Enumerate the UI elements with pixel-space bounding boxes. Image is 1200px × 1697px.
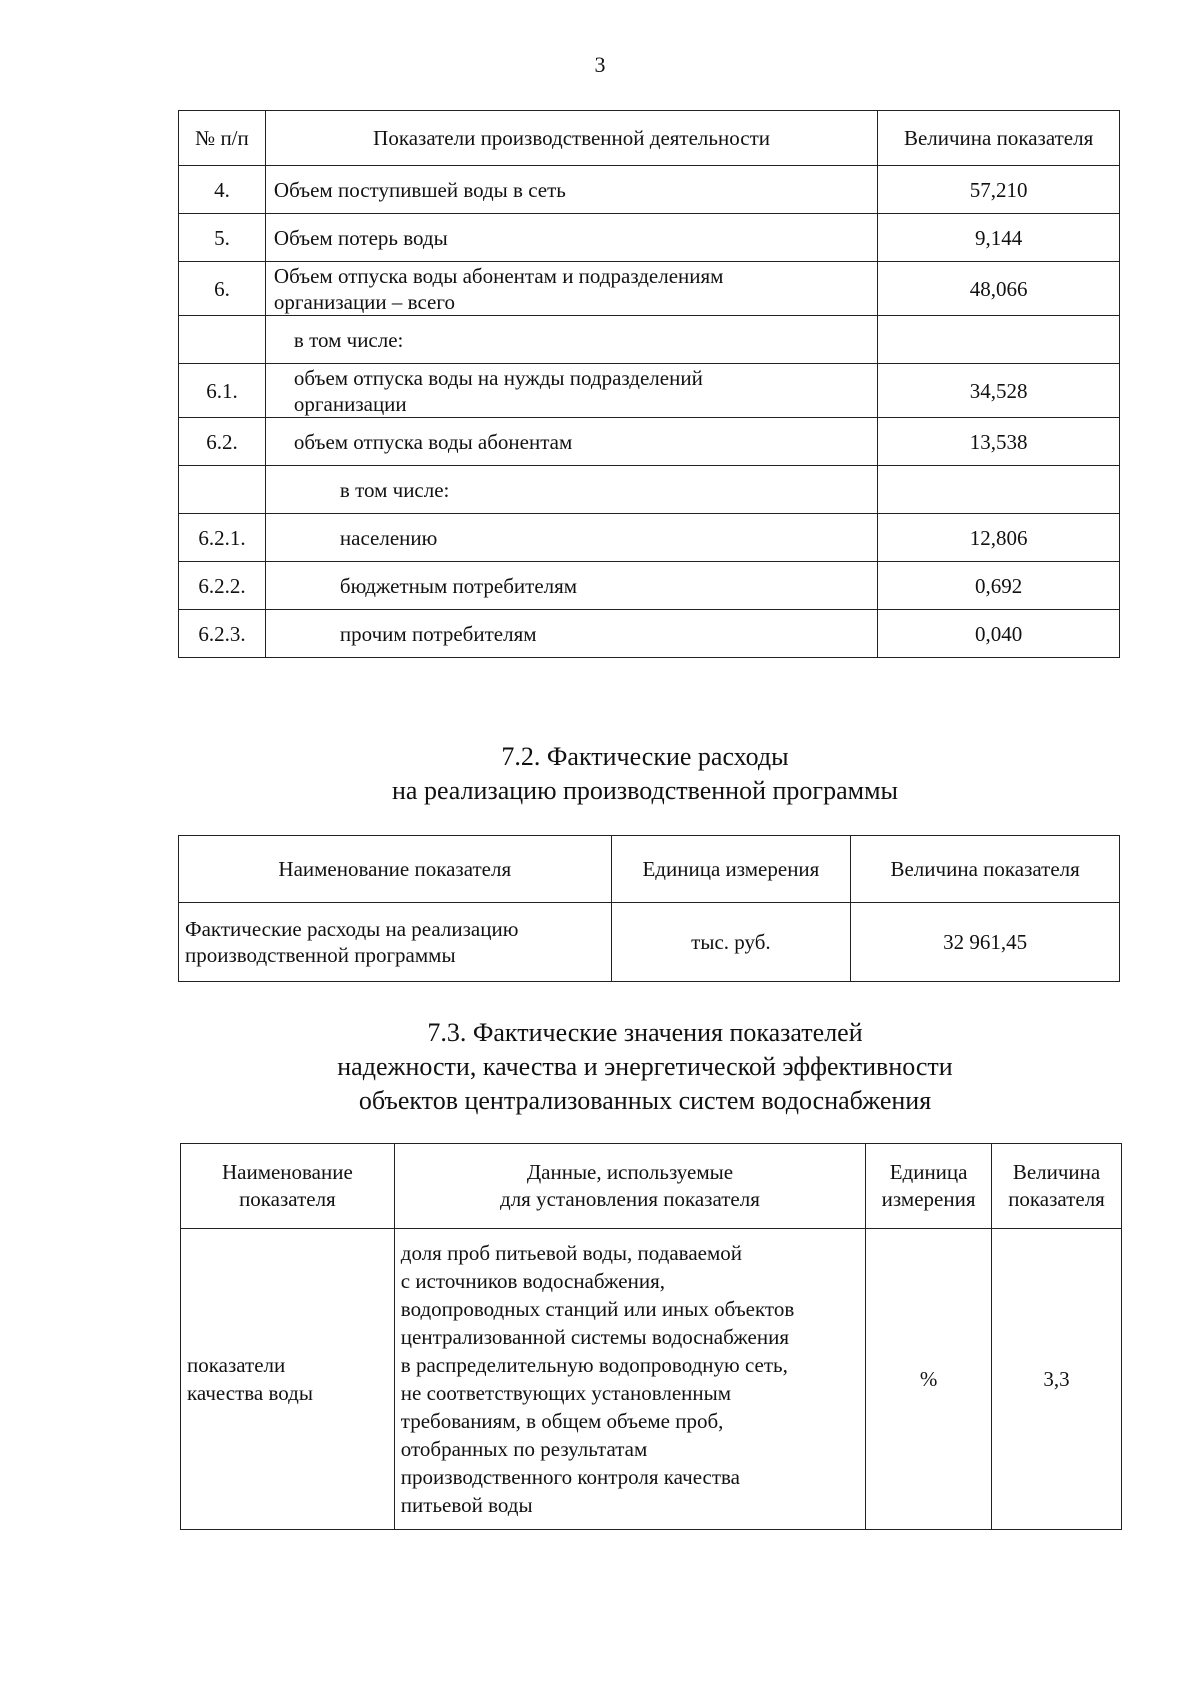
row-indicator (265, 562, 877, 610)
indicator-line: организации (293, 391, 407, 416)
expense-value: 32 961,45 (851, 903, 1120, 982)
indicator-line: Объем отпуска воды абонентам и подразделениям (273, 263, 724, 288)
table-row (179, 418, 1120, 466)
header-indicator: Показатели производственной деятельности (265, 111, 877, 166)
section-title-line: надежности, качества и энергетической эффективности (337, 1052, 953, 1081)
description-line: централизованной системы водоснабжения (400, 1325, 789, 1349)
description-line: доля проб питьевой воды, подаваемой (400, 1241, 742, 1265)
table-row (179, 514, 1120, 562)
header-line: измерения (881, 1187, 976, 1211)
header-name (181, 1144, 395, 1229)
table-row (179, 903, 1120, 982)
header-num: № п/п (179, 111, 266, 166)
header-line: показателя (1008, 1187, 1105, 1211)
row-number: 6.2. (179, 418, 266, 466)
indicator-line: населению (339, 525, 438, 550)
row-value: 0,040 (878, 610, 1120, 658)
indicator-line: Объем потерь воды (273, 225, 448, 250)
row-indicator (265, 418, 877, 466)
expense-name (179, 903, 612, 982)
quality-name-line: показатели (187, 1353, 286, 1377)
section-7-2-title (0, 740, 1200, 808)
row-number (179, 316, 266, 364)
row-indicator (265, 364, 877, 418)
table-header-row (179, 836, 1120, 903)
row-indicator (265, 214, 877, 262)
section-title-line: 7.2. Фактические расходы (501, 742, 789, 771)
row-indicator (265, 316, 877, 364)
row-indicator (265, 466, 877, 514)
row-indicator (265, 166, 877, 214)
header-value (992, 1144, 1122, 1229)
row-number: 6.2.1. (179, 514, 266, 562)
section-title-line: на реализацию производственной программы (391, 776, 898, 805)
table-row (179, 364, 1120, 418)
description-line: питьевой воды (400, 1493, 533, 1517)
expense-name-line: производственной программы (185, 943, 456, 967)
indicator-line: объем отпуска воды на нужды подразделений (293, 365, 703, 390)
description-line: производственного контроля качества (400, 1465, 740, 1489)
quality-unit: % (866, 1229, 992, 1530)
row-indicator (265, 514, 877, 562)
row-value: 0,692 (878, 562, 1120, 610)
indicator-line: организации – всего (273, 289, 455, 314)
row-number: 6.1. (179, 364, 266, 418)
header-line: Наименование (221, 1160, 353, 1184)
expense-name-line: Фактические расходы на реализацию (185, 917, 519, 941)
row-value: 34,528 (878, 364, 1120, 418)
table-row (179, 610, 1120, 658)
page-number: 3 (594, 52, 606, 77)
table-row (181, 1229, 1122, 1530)
expense-unit: тыс. руб. (611, 903, 851, 982)
indicator-line: бюджетным потребителям (339, 573, 578, 598)
section-7-3-title (0, 1016, 1200, 1118)
indicator-line: Объем поступившей воды в сеть (273, 177, 566, 202)
header-line: показателя (239, 1187, 336, 1211)
indicator-line: прочим потребителям (339, 621, 537, 646)
description-line: водопроводных станций или иных объектов (400, 1297, 795, 1321)
quality-name (181, 1229, 395, 1530)
table-row (179, 316, 1120, 364)
row-indicator (265, 262, 877, 316)
row-number: 6.2.3. (179, 610, 266, 658)
header-value: Величина показателя (878, 111, 1120, 166)
row-number: 5. (179, 214, 266, 262)
table-row (179, 166, 1120, 214)
header-unit: Единица измерения (611, 836, 851, 903)
header-line: Данные, используемые (526, 1160, 734, 1184)
production-indicators-table (178, 110, 1120, 658)
row-number: 6.2.2. (179, 562, 266, 610)
table-row (179, 466, 1120, 514)
description-line: требованиям, в общем объеме проб, (400, 1409, 724, 1433)
row-value: 13,538 (878, 418, 1120, 466)
row-value (878, 466, 1120, 514)
header-name: Наименование показателя (179, 836, 612, 903)
row-number: 6. (179, 262, 266, 316)
header-line: Величина (1012, 1160, 1101, 1184)
quality-value: 3,3 (992, 1229, 1122, 1530)
row-value: 48,066 (878, 262, 1120, 316)
description-line: не соответствующих установленным (400, 1381, 732, 1405)
row-indicator (265, 610, 877, 658)
row-value (878, 316, 1120, 364)
table-header-row (181, 1144, 1122, 1229)
header-line: для установления показателя (500, 1187, 760, 1211)
table-row (179, 214, 1120, 262)
quality-indicators-table (180, 1143, 1122, 1530)
row-number (179, 466, 266, 514)
description-line: в распределительную водопроводную сеть, (400, 1353, 788, 1377)
indicator-line: объем отпуска воды абонентам (293, 429, 573, 454)
table-row (179, 262, 1120, 316)
table-row (179, 562, 1120, 610)
indicator-line: в том числе: (339, 477, 450, 502)
section-title-line: 7.3. Фактические значения показателей (427, 1018, 863, 1047)
section-title-line: объектов централизованных систем водоснабжения (358, 1086, 932, 1115)
table-header-row (179, 111, 1120, 166)
expenses-table (178, 835, 1120, 982)
header-line: Единица (889, 1160, 968, 1184)
row-value: 12,806 (878, 514, 1120, 562)
description-line: с источников водоснабжения, (400, 1269, 665, 1293)
quality-data-description (394, 1229, 865, 1530)
row-value: 9,144 (878, 214, 1120, 262)
header-value: Величина показателя (851, 836, 1120, 903)
indicator-line: в том числе: (293, 327, 404, 352)
row-value: 57,210 (878, 166, 1120, 214)
header-data (394, 1144, 865, 1229)
header-unit (866, 1144, 992, 1229)
quality-name-line: качества воды (187, 1381, 313, 1405)
description-line: отобранных по результатам (400, 1437, 648, 1461)
row-number: 4. (179, 166, 266, 214)
